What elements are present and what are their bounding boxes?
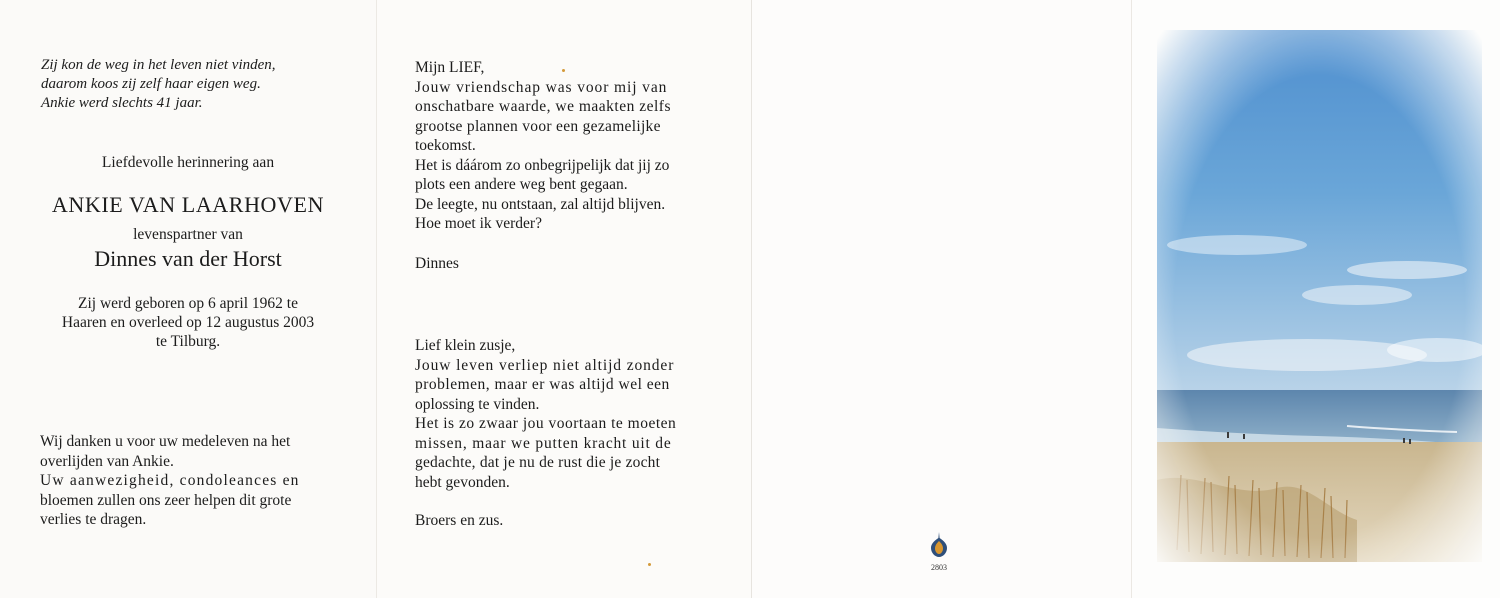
letter-line: gedachte, dat je nu de rust die je zocht [415, 454, 661, 471]
flame-drop-logo-icon [929, 532, 949, 558]
verse-line: Ankie werd slechts 41 jaar. [41, 95, 203, 111]
deceased-name: ANKIE VAN LAARHOVEN [51, 192, 325, 217]
intro-line: Liefdevolle herinnering aan [101, 154, 275, 171]
beach-dunes-sea-image [1157, 30, 1482, 562]
letter-line: grootse plannen voor een gezamelijke [415, 117, 661, 135]
letter-line: Mijn LIEF, [415, 59, 485, 76]
thanks-line: overlijden van Ankie. [40, 452, 174, 470]
letter-line: Hoe moet ik verder? [415, 215, 542, 232]
partner-label: levenspartner van [133, 226, 243, 243]
thanks-line: Uw aanwezigheid, condoleances en [40, 472, 300, 489]
letter-from-partner [415, 58, 713, 234]
verse-line: daarom koos zij zelf haar eigen weg. [41, 76, 261, 92]
signature-partner: Dinnes [415, 255, 459, 272]
thanks-line: Wij danken u voor uw medeleven na het [40, 433, 291, 450]
paper-speck [648, 563, 651, 566]
letter-line: problemen, maar er was altijd wel een [415, 376, 670, 393]
card-panel-front [0, 0, 376, 598]
letter-line: missen, maar we putten kracht uit de [415, 434, 672, 452]
thanks-paragraph [40, 432, 338, 530]
letter-line: Jouw leven verliep niet altijd zonder [415, 356, 675, 374]
print-code: 2803 [931, 563, 947, 572]
card-panel-letters [376, 0, 752, 598]
letter-line: toekomst. [415, 137, 476, 154]
dates-line: te Tilburg. [155, 333, 221, 350]
card-panel-blank [751, 0, 1132, 598]
letter-line: Jouw vriendschap was voor mij van [415, 78, 668, 96]
letter-from-siblings [415, 336, 713, 492]
paper-speck [562, 69, 565, 72]
letter-line: De leegte, nu ontstaan, zal altijd blijven. [415, 195, 666, 213]
thanks-line: bloemen zullen ons zeer helpen dit grote [40, 491, 292, 509]
letter-line: Het is dáárom zo onbegrijpelijk dat jij zo [415, 156, 670, 174]
letter-line: hebt gevonden. [415, 473, 510, 491]
letter-line: Het is zo zwaar jou voortaan te moeten [415, 415, 677, 432]
signature-siblings: Broers en zus. [415, 512, 504, 529]
letter-line: plots een andere weg bent gegaan. [415, 176, 628, 193]
letter-line: onschatbare waarde, we maakten zelfs [415, 98, 671, 115]
dates-line: Zij werd geboren op 6 april 1962 te [78, 295, 298, 312]
letter-line: Lief klein zusje, [415, 337, 516, 354]
dates-line: Haaren en overleed op 12 augustus 2003 [61, 314, 315, 331]
verse-line: Zij kon de weg in het leven niet vinden, [41, 57, 276, 73]
thanks-line: verlies te dragen. [40, 511, 147, 528]
partner-name: Dinnes van der Horst [94, 246, 282, 271]
letter-line: oplossing te vinden. [415, 395, 540, 413]
opening-verse [41, 56, 276, 113]
life-dates [0, 294, 376, 351]
card-panel-photo [1131, 0, 1500, 598]
beach-photo [1157, 30, 1482, 562]
